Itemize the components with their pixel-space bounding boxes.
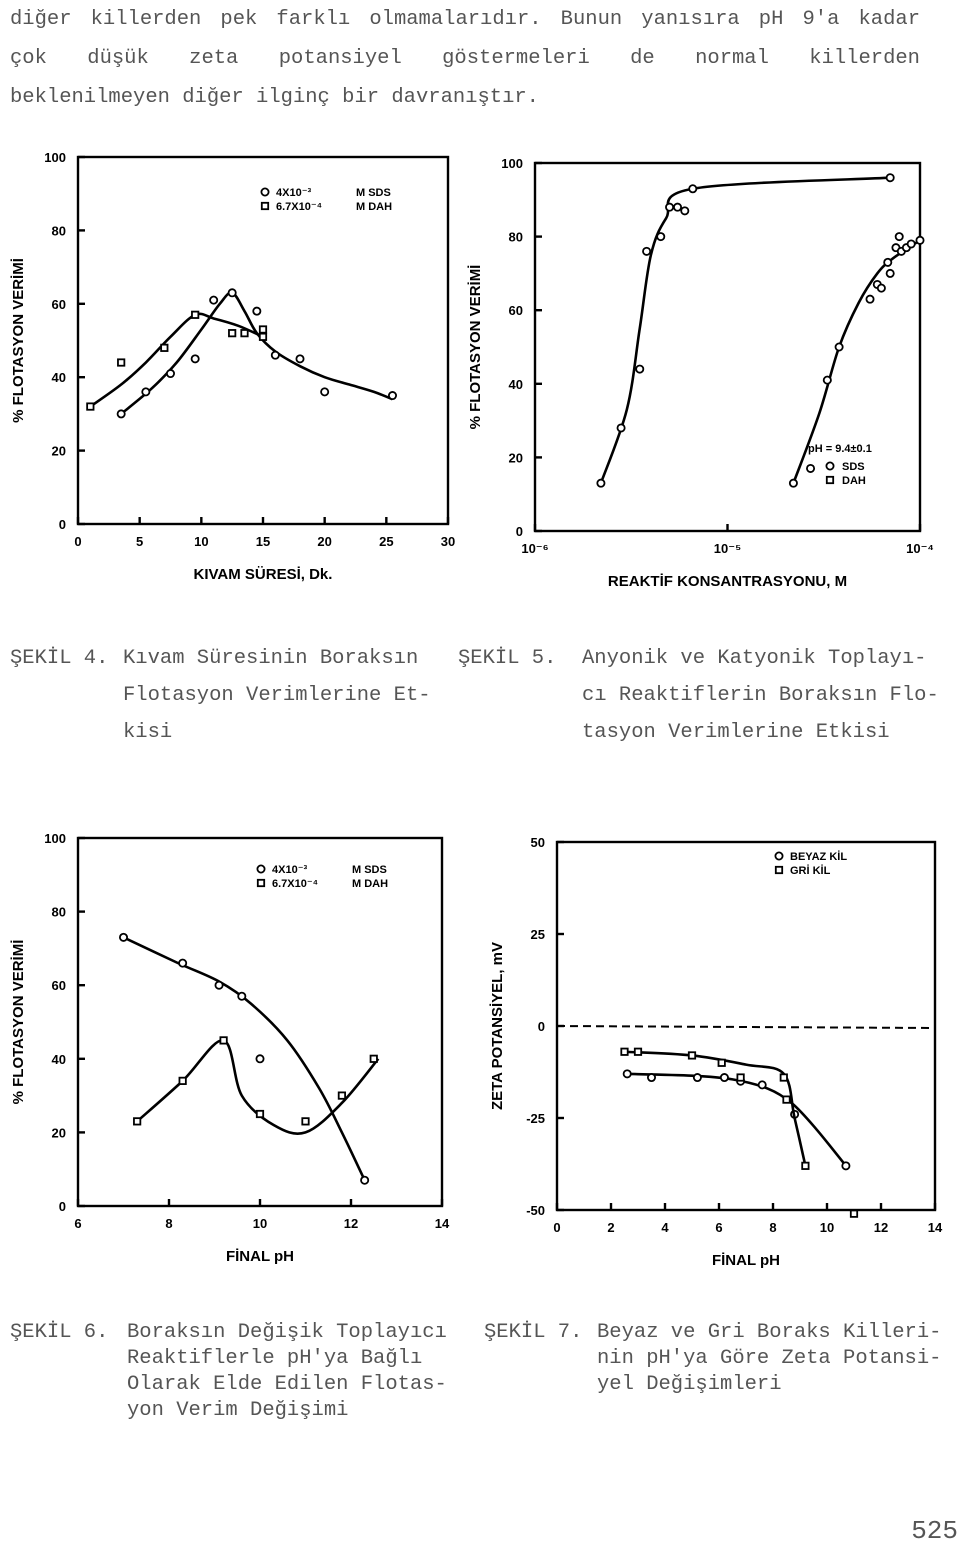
legend-concentration: 6.7X10⁻⁴ — [276, 201, 323, 213]
circle-marker — [826, 462, 833, 469]
circle-marker — [878, 285, 885, 292]
plot-frame — [78, 838, 442, 1206]
circle-marker — [824, 377, 831, 384]
legend-reagent: M DAH — [356, 201, 393, 213]
caption-fig4 — [10, 640, 431, 744]
caption-line: Flotasyon Verimlerine Et- — [123, 684, 431, 707]
y-tick-label: 100 — [501, 156, 523, 171]
circle-marker — [807, 465, 814, 472]
circle-marker — [657, 233, 664, 240]
caption-line: nin pH'ya Göre Zeta Potansi- — [597, 1347, 942, 1370]
circle-marker — [215, 982, 222, 989]
caption-line: kisi — [123, 721, 173, 744]
circle-marker — [210, 297, 217, 304]
y-tick-label: 0 — [515, 524, 523, 539]
x-tick-label: 6 — [715, 1220, 723, 1235]
legend-concentration: 4X10⁻³ — [272, 864, 308, 876]
y-tick-label: 60 — [51, 978, 66, 994]
square-marker — [134, 1118, 140, 1124]
x-tick-label: 0 — [74, 534, 82, 549]
zero-reference-line — [557, 1026, 935, 1028]
caption-label: ŞEKİL 4. — [10, 647, 109, 670]
square-marker — [851, 1210, 857, 1216]
y-tick-label: 0 — [58, 517, 66, 532]
square-marker — [87, 403, 93, 409]
circle-marker — [842, 1162, 849, 1169]
x-axis-label: FİNAL pH — [225, 1248, 295, 1265]
square-marker — [719, 1060, 725, 1066]
circle-marker — [681, 207, 688, 214]
legend-reagent: M DAH — [352, 878, 389, 890]
circle-marker — [836, 343, 843, 350]
intro-line: beklenilmeyen diğer ilginç bir davranıştır. — [10, 86, 539, 109]
y-tick-label: 40 — [508, 376, 523, 392]
circle-marker — [721, 1074, 728, 1081]
square-marker — [241, 330, 247, 336]
x-tick-label: 10 — [819, 1220, 835, 1235]
x-tick-label: 10 — [194, 534, 209, 549]
caption-label: ŞEKİL 5. — [458, 647, 557, 670]
y-tick-label: 20 — [51, 443, 66, 459]
circle-marker — [179, 960, 186, 967]
x-tick-label: 8 — [769, 1220, 777, 1235]
x-tick-label: 30 — [440, 534, 456, 549]
series-curve — [90, 314, 263, 407]
caption-label: ŞEKİL 6. — [10, 1321, 109, 1344]
caption-line: cı Reaktiflerin Boraksın Flo- — [582, 684, 939, 707]
y-tick-label: 80 — [51, 904, 66, 920]
circle-marker — [648, 1074, 655, 1081]
series-curve — [137, 1040, 378, 1133]
square-marker — [192, 312, 198, 318]
y-tick-label: 80 — [51, 223, 66, 239]
x-tick-label: 14 — [927, 1220, 943, 1235]
square-marker — [783, 1096, 789, 1102]
circle-marker — [887, 174, 894, 181]
square-marker — [262, 203, 268, 209]
legend-concentration: 6.7X10⁻⁴ — [272, 878, 319, 890]
circle-marker — [142, 388, 149, 395]
x-tick-label: 5 — [136, 534, 144, 549]
x-tick-label: 12 — [343, 1216, 359, 1231]
intro-line: çok düşük zeta potansiyel göstermeleri de normal killerden — [10, 47, 920, 70]
series-curve — [124, 937, 365, 1180]
square-marker — [302, 1118, 308, 1124]
circle-marker — [694, 1074, 701, 1081]
square-marker — [635, 1049, 641, 1055]
legend-title: pH = 9.4±0.1 — [808, 443, 872, 455]
y-tick-label: 0 — [537, 1019, 545, 1034]
caption-line: Kıvam Süresinin Boraksın — [123, 647, 419, 670]
y-tick-label: -25 — [526, 1111, 545, 1126]
y-axis-label: % FLOTASYON VERİMİ — [467, 264, 484, 430]
legend-label: DAH — [842, 475, 866, 487]
x-tick-label: 8 — [165, 1216, 173, 1231]
legend-label: GRİ KİL — [790, 865, 831, 877]
circle-marker — [866, 296, 873, 303]
circle-marker — [896, 233, 903, 240]
square-marker — [257, 1111, 263, 1117]
square-marker — [220, 1037, 226, 1043]
circle-marker — [597, 480, 604, 487]
square-marker — [737, 1074, 743, 1080]
square-marker — [802, 1163, 808, 1169]
caption-line: tasyon Verimlerine Etkisi — [582, 721, 890, 744]
x-tick-label: 14 — [434, 1216, 450, 1231]
circle-marker — [256, 1055, 263, 1062]
legend-label: BEYAZ KİL — [790, 851, 848, 863]
caption-line: Beyaz ve Gri Boraks Killeri- — [597, 1321, 942, 1344]
square-marker — [258, 880, 264, 886]
circle-marker — [884, 259, 891, 266]
x-tick-label: 10⁻⁴ — [906, 541, 934, 556]
series-curve — [625, 1074, 846, 1166]
square-marker — [689, 1052, 695, 1058]
y-tick-label: -50 — [526, 1203, 545, 1218]
chart-fig5 — [467, 156, 934, 590]
caption-line: yon Verim Değişimi — [127, 1399, 349, 1422]
caption-fig5 — [458, 640, 939, 744]
x-tick-label: 4 — [661, 1220, 669, 1235]
x-tick-label: 10 — [252, 1216, 268, 1231]
circle-marker — [257, 865, 264, 872]
circle-marker — [120, 934, 127, 941]
circle-marker — [192, 355, 199, 362]
caption-label: ŞEKİL 7. — [484, 1321, 583, 1344]
y-tick-label: 20 — [51, 1125, 66, 1141]
legend-concentration: 4X10⁻³ — [276, 187, 312, 199]
circle-marker — [167, 370, 174, 377]
y-tick-label: 60 — [508, 303, 523, 319]
circle-marker — [674, 204, 681, 211]
legend-reagent: M SDS — [356, 187, 391, 199]
y-tick-label: 100 — [44, 150, 66, 165]
square-marker — [776, 867, 782, 873]
caption-line: yel Değişimleri — [597, 1373, 782, 1396]
y-axis-label: % FLOTASYON VERİMİ — [10, 939, 27, 1105]
x-tick-label: 10⁻⁶ — [521, 541, 549, 556]
x-tick-label: 2 — [607, 1220, 615, 1235]
square-marker — [229, 330, 235, 336]
chart-fig4 — [10, 150, 455, 583]
caption-fig7 — [484, 1320, 942, 1396]
caption-line: Reaktiflerle pH'ya Bağlı — [127, 1347, 423, 1370]
circle-marker — [272, 352, 279, 359]
circle-marker — [253, 308, 260, 315]
circle-marker — [908, 240, 915, 247]
caption-line: Olarak Elde Edilen Flotas- — [127, 1373, 447, 1396]
circle-marker — [689, 185, 696, 192]
y-tick-label: 25 — [530, 927, 545, 942]
x-tick-label: 25 — [379, 534, 394, 549]
x-tick-label: 10⁻⁵ — [713, 541, 742, 556]
circle-marker — [321, 388, 328, 395]
x-axis-label: FİNAL pH — [711, 1252, 781, 1269]
intro-line: diğer killerden pek farklı olmamalarıdır. Bunun yanısıra pH 9'a kadar — [10, 8, 920, 31]
x-axis-label: KIVAM SÜRESİ, Dk. — [193, 566, 333, 583]
square-marker — [118, 359, 124, 365]
y-axis-label: ZETA POTANSİYEL, mV — [489, 941, 506, 1111]
circle-marker — [238, 993, 245, 1000]
square-marker — [339, 1092, 345, 1098]
circle-marker — [790, 480, 797, 487]
y-tick-label: 60 — [51, 296, 66, 312]
page-number: 525 — [911, 1516, 958, 1546]
y-tick-label: 0 — [58, 1199, 66, 1214]
square-marker — [371, 1056, 377, 1062]
chart-fig7 — [489, 835, 943, 1269]
caption-fig6 — [10, 1320, 447, 1422]
circle-marker — [916, 237, 923, 244]
legend-label: SDS — [842, 461, 865, 473]
x-axis-label: REAKTİF KONSANTRASYONU, M — [607, 573, 848, 590]
square-marker — [260, 334, 266, 340]
chart-fig6 — [10, 831, 450, 1265]
circle-marker — [118, 410, 125, 417]
y-tick-label: 40 — [51, 1051, 66, 1067]
x-tick-label: 0 — [553, 1220, 561, 1235]
legend-reagent: M SDS — [352, 864, 387, 876]
circle-marker — [636, 365, 643, 372]
caption-line: Anyonik ve Katyonik Toplayı- — [582, 647, 927, 670]
square-marker — [161, 345, 167, 351]
x-tick-label: 20 — [317, 534, 332, 549]
x-tick-label: 15 — [255, 534, 271, 549]
circle-marker — [643, 248, 650, 255]
circle-marker — [624, 1070, 631, 1077]
circle-marker — [759, 1081, 766, 1088]
circle-marker — [296, 355, 303, 362]
square-marker — [827, 477, 833, 483]
y-axis-label: % FLOTASYON VERİMİ — [10, 258, 27, 423]
circle-marker — [389, 392, 396, 399]
circle-marker — [887, 270, 894, 277]
square-marker — [781, 1074, 787, 1080]
y-tick-label: 20 — [508, 450, 523, 466]
y-tick-label: 50 — [530, 835, 545, 850]
x-tick-label: 6 — [74, 1216, 82, 1231]
y-tick-label: 80 — [508, 229, 523, 245]
circle-marker — [361, 1177, 368, 1184]
circle-marker — [229, 289, 236, 296]
y-tick-label: 100 — [44, 831, 66, 846]
circle-marker — [617, 424, 624, 431]
series-curve — [625, 1052, 806, 1166]
x-tick-label: 12 — [873, 1220, 889, 1235]
caption-line: Boraksın Değişik Toplayıcı — [127, 1321, 447, 1344]
square-marker — [260, 326, 266, 332]
circle-marker — [261, 188, 268, 195]
circle-marker — [775, 852, 782, 859]
square-marker — [621, 1049, 627, 1055]
y-tick-label: 40 — [51, 370, 66, 386]
circle-marker — [666, 204, 673, 211]
square-marker — [179, 1078, 185, 1084]
